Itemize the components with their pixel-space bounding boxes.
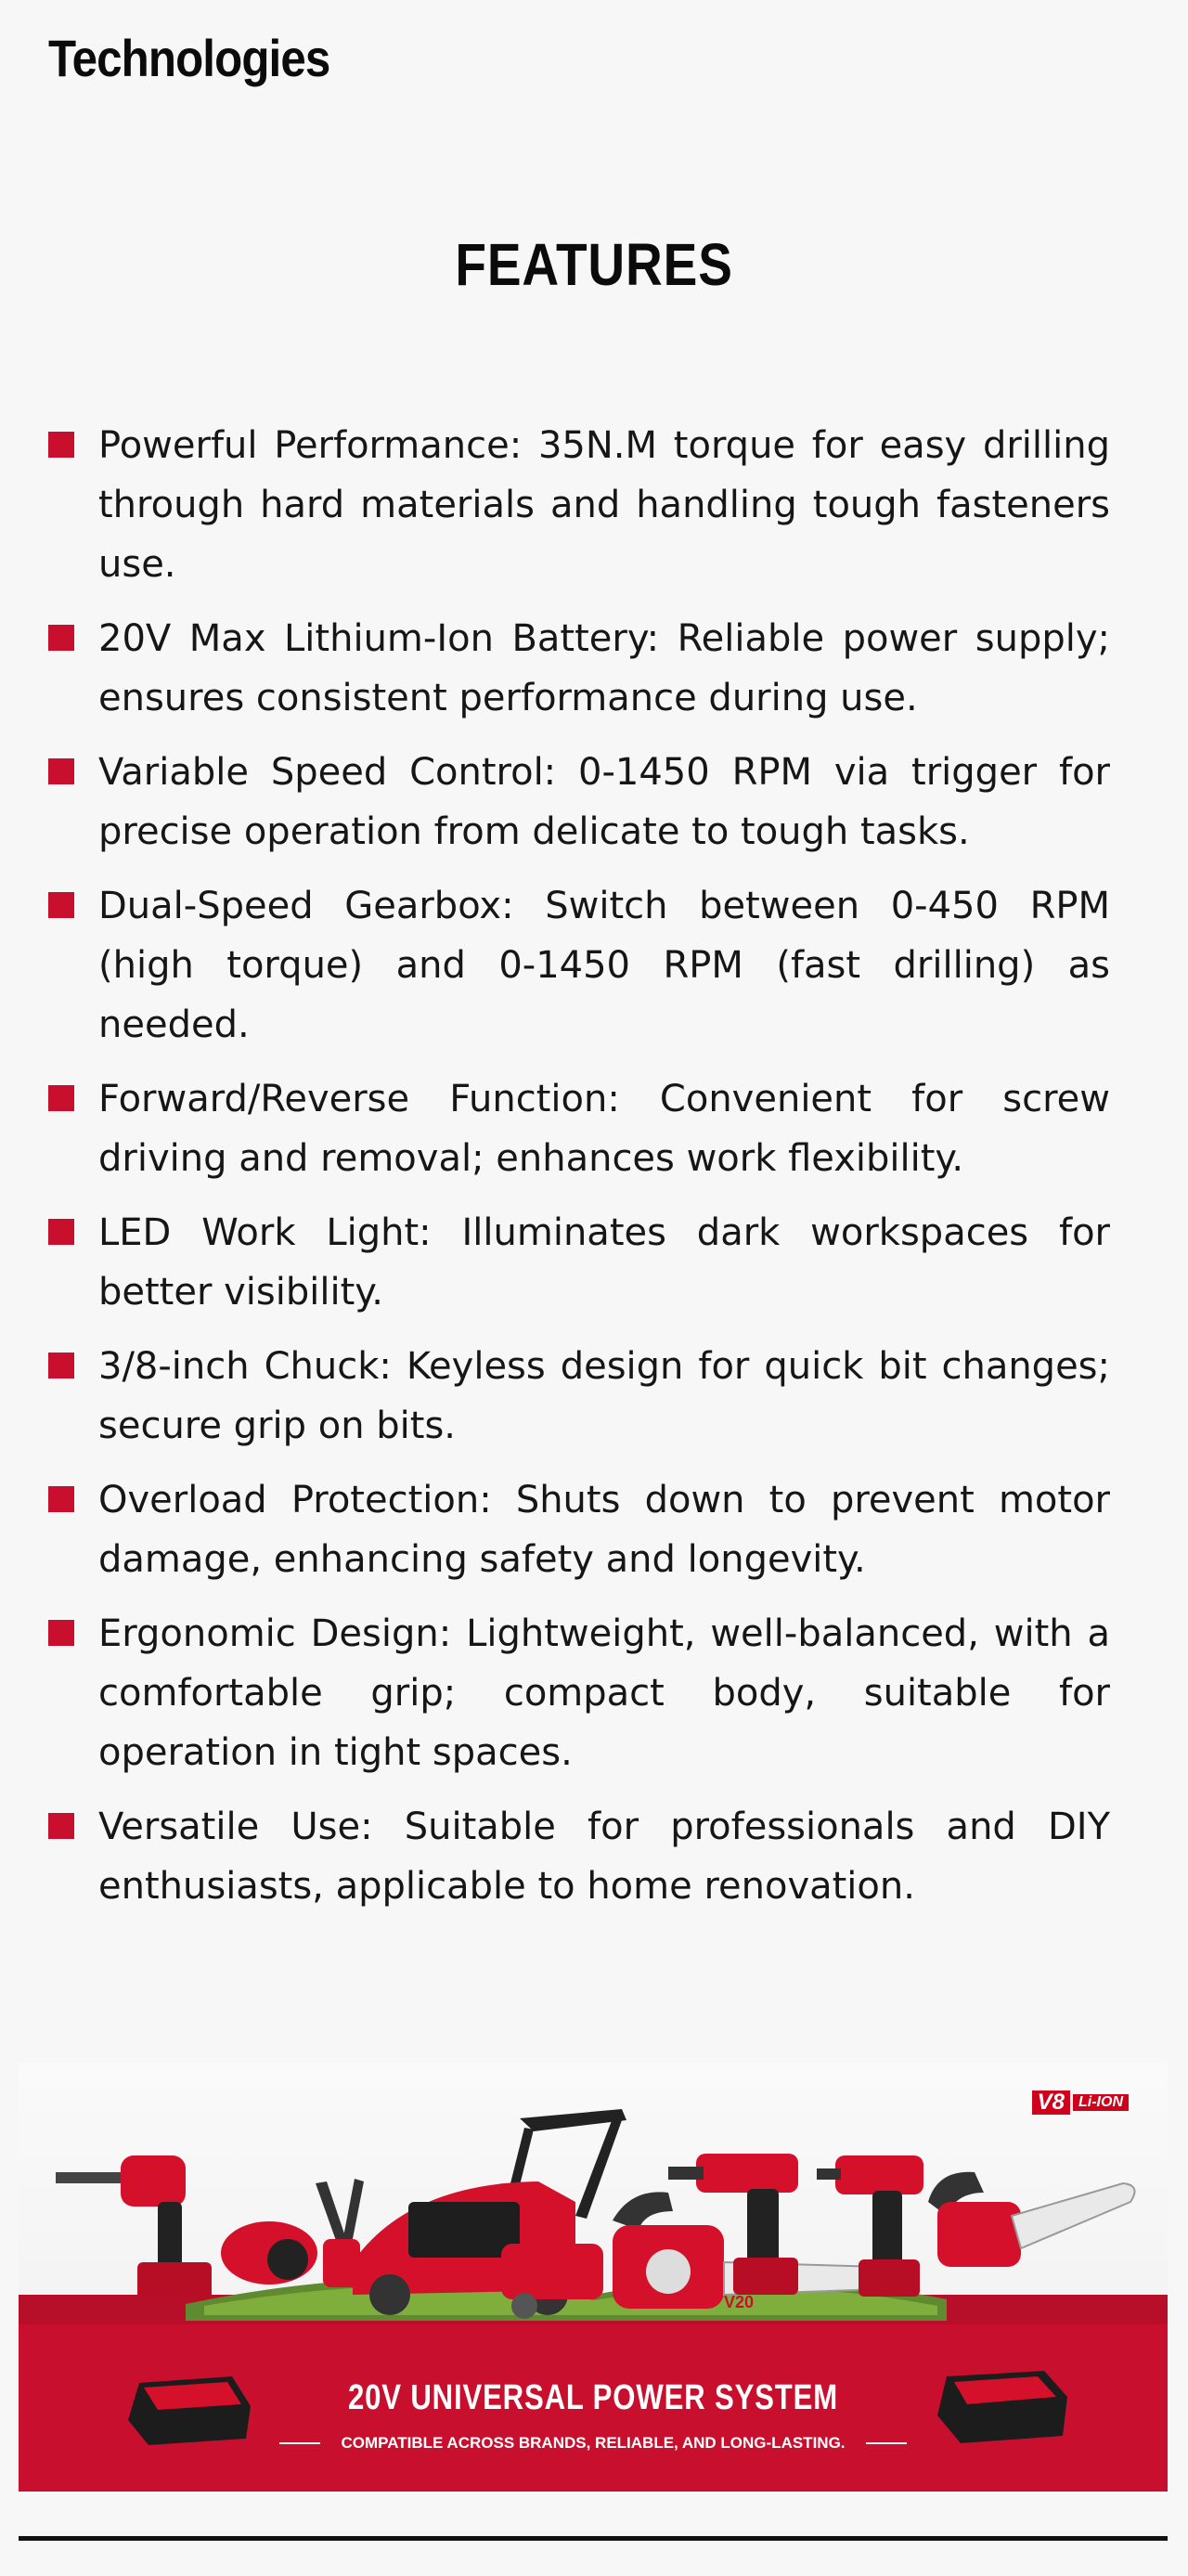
features-heading-text: FEATURES — [455, 231, 733, 298]
brand-logo — [1032, 2091, 1129, 2115]
banner-subtitle — [19, 2434, 1168, 2453]
product-banner — [19, 2063, 1168, 2492]
feature-text: 20V Max Lithium-Ion Battery: Reliable power supply; ensures consistent performance during use. — [98, 617, 1110, 719]
feature-text: 3/8-inch Chuck: Keyless design for quick bit changes; secure grip on bits. — [98, 1345, 1110, 1447]
feature-text: Powerful Performance: 35N.M torque for easy drilling through hard materials and handling tough fasteners use. — [98, 424, 1110, 586]
feature-item-gearbox — [48, 876, 1110, 1055]
banner-illustration — [19, 2063, 1168, 2492]
subtitle-rule-right — [866, 2442, 907, 2444]
bullet-square-icon — [48, 432, 74, 458]
feature-item-battery — [48, 609, 1110, 728]
feature-text: Forward/Reverse Function: Convenient for screw driving and removal; enhances work flexibility. — [98, 1078, 1110, 1180]
feature-item-overload-protection — [48, 1470, 1110, 1589]
feature-text: Variable Speed Control: 0-1450 RPM via trigger for precise operation from delicate to tough tasks. — [98, 751, 1110, 853]
bullet-square-icon — [48, 1486, 74, 1512]
section-title: Technologies — [48, 29, 330, 87]
bullet-square-icon — [48, 1085, 74, 1111]
bullet-square-icon — [48, 1353, 74, 1379]
banner-title-text: 20V UNIVERSAL POWER SYSTEM — [347, 2378, 839, 2417]
feature-text: Dual-Speed Gearbox: Switch between 0-450 RPM (high torque) and 0-1450 RPM (fast drilling) as needed. — [98, 885, 1110, 1046]
bottom-divider — [19, 2536, 1168, 2541]
banner-title — [19, 2378, 1168, 2418]
feature-item-led-light — [48, 1203, 1110, 1322]
brand-logo-liion: Li-ION — [1073, 2094, 1129, 2111]
feature-text: Ergonomic Design: Lightweight, well-balanced, with a comfortable grip; compact body, suitable for operation in tight spaces. — [98, 1612, 1110, 1774]
bullet-square-icon — [48, 1620, 74, 1646]
feature-item-versatile-use — [48, 1797, 1110, 1916]
pole-saw-icon — [928, 2172, 1135, 2267]
hedge-trimmer-icon — [56, 2155, 212, 2299]
feature-text: Overload Protection: Shuts down to prevent motor damage, enhancing safety and longevity. — [98, 1479, 1110, 1581]
grass-trimmer-icon — [221, 2221, 317, 2285]
feature-item-speed-control — [48, 743, 1110, 861]
feature-item-performance — [48, 416, 1110, 594]
bullet-square-icon — [48, 1219, 74, 1245]
feature-text: LED Work Light: Illuminates dark workspaces for better visibility. — [98, 1211, 1110, 1314]
feature-list — [48, 416, 1110, 1931]
bullet-square-icon — [48, 892, 74, 918]
feature-text: Versatile Use: Suitable for professionals and DIY enthusiasts, applicable to home renovation. — [98, 1806, 1110, 1908]
feature-item-ergonomic-design — [48, 1604, 1110, 1782]
bullet-square-icon — [48, 1813, 74, 1839]
features-heading — [0, 230, 1188, 299]
feature-item-forward-reverse — [48, 1069, 1110, 1188]
chainsaw-model-label: V20 — [724, 2293, 755, 2311]
brand-logo-v8: V8 — [1032, 2091, 1070, 2115]
bullet-square-icon — [48, 758, 74, 784]
feature-item-chuck — [48, 1337, 1110, 1456]
bullet-square-icon — [48, 625, 74, 651]
subtitle-rule-left — [279, 2442, 320, 2444]
banner-subtitle-text: COMPATIBLE ACROSS BRANDS, RELIABLE, AND LONG-LASTING. — [341, 2434, 846, 2452]
